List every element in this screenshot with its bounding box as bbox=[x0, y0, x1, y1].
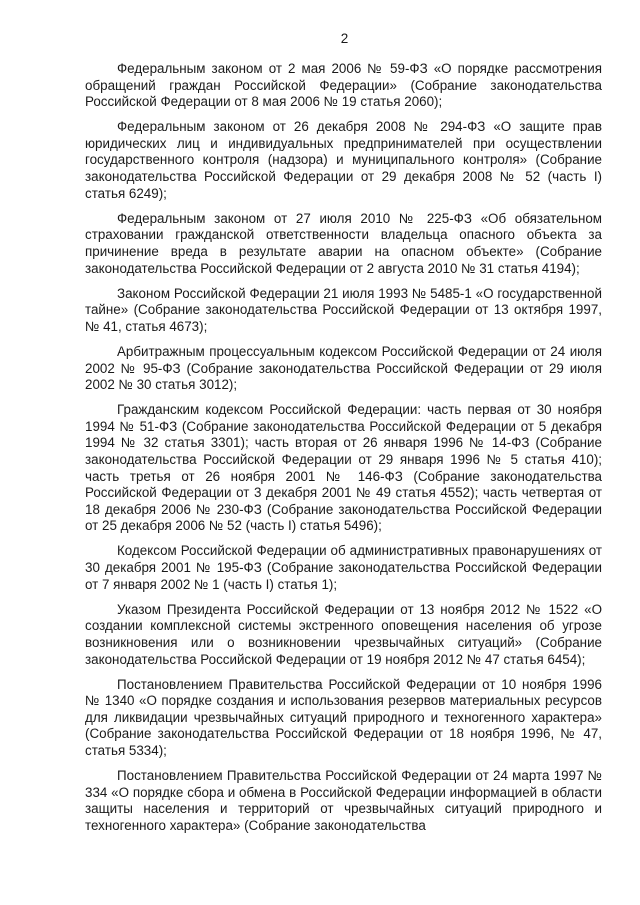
paragraph-civil-code: Гражданским кодексом Российской Федерации: часть первая от 30 ноября 1994 № 51-ФЗ (Собрание законодательства Российской Федерации от 5 декабря 1994 № 32 статья 3301); часть вторая от 26 января 1996 № 14-ФЗ (Собрание законодательства Российской Федерации от 29 января 1996 № 5 статья 410); часть третья от 26 ноября 2001 № 146-ФЗ (Собрание законодательства Российской Федерации от 3 декабря 2001 № 49 статья 4552); часть четвертая от 18 декабря 2006 № 230-ФЗ (Собрание законодательства Российской Федерации от 25 декабря 2006 № 52 (часть I) статья 5496); bbox=[85, 402, 602, 534]
paragraph-administrative-code: Кодексом Российской Федерации об административных правонарушениях от 30 декабря 2001 № 195-ФЗ (Собрание законодательства Российской Федерации от 7 января 2002 № 1 (часть I) статья 1); bbox=[85, 543, 602, 592]
paragraph-government-resolution-334: Постановлением Правительства Российской Федерации от 24 марта 1997 № 334 «О порядке сбора и обмена в Российской Федерации информацией в области защиты населения и территорий от чрезвычайных ситуаций природного и техногенного характера» (Собрание законодательства bbox=[85, 768, 602, 833]
paragraph-law-59fz: Федеральным законом от 2 мая 2006 № 59-ФЗ «О порядке рассмотрения обращений граждан Российской Федерации» (Собрание законодательства Российской Федерации от 8 мая 2006 № 19 статья 2060); bbox=[85, 61, 602, 110]
paragraph-law-294fz: Федеральным законом от 26 декабря 2008 № 294-ФЗ «О защите прав юридических лиц и индивидуальных предпринимателей при осуществлении государственного контроля (надзора) и муниципального контроля» (Собрание законодательства Российской Федерации от 29 декабря 2008 № 52 (часть I) статья 6249); bbox=[85, 119, 602, 201]
paragraph-law-5485-1: Законом Российской Федерации 21 июля 1993 № 5485-1 «О государственной тайне» (Собрание законодательства Российской Федерации от 13 октября 1997, № 41, статья 4673); bbox=[85, 285, 602, 334]
paragraph-law-225fz: Федеральным законом от 27 июля 2010 № 225-ФЗ «Об обязательном страховании гражданской ответственности владельца опасного объекта за причинение вреда в результате аварии на опасном объекте» (Собрание законодательства Российской Федерации от 2 августа 2010 № 31 статья 4194); bbox=[85, 210, 602, 276]
page-number: 2 bbox=[340, 31, 349, 46]
paragraph-arbitration-code: Арбитражным процессуальным кодексом Российской Федерации от 24 июля 2002 № 95-ФЗ (Собрание законодательства Российской Федерации от 29 июля 2002 № 30 статья 3012); bbox=[85, 343, 602, 393]
paragraph-government-resolution-1340: Постановлением Правительства Российской Федерации от 10 ноября 1996 № 1340 «О порядке создания и использования резервов материальных ресурсов для ликвидации чрезвычайных ситуаций природного и техногенного характера» (Собрание законодательства Российской Федерации от 18 ноября 1996, № 47, статья 5334); bbox=[85, 676, 602, 758]
paragraph-presidential-decree: Указом Президента Российской Федерации от 13 ноября 2012 № 1522 «О создании комплексной системы экстренного оповещения населения об угрозе возникновения или о возникновении чрезвычайных ситуаций» (Собрание законодательства Российской Федерации от 19 ноября 2012 № 47 статья 6454); bbox=[85, 601, 602, 667]
